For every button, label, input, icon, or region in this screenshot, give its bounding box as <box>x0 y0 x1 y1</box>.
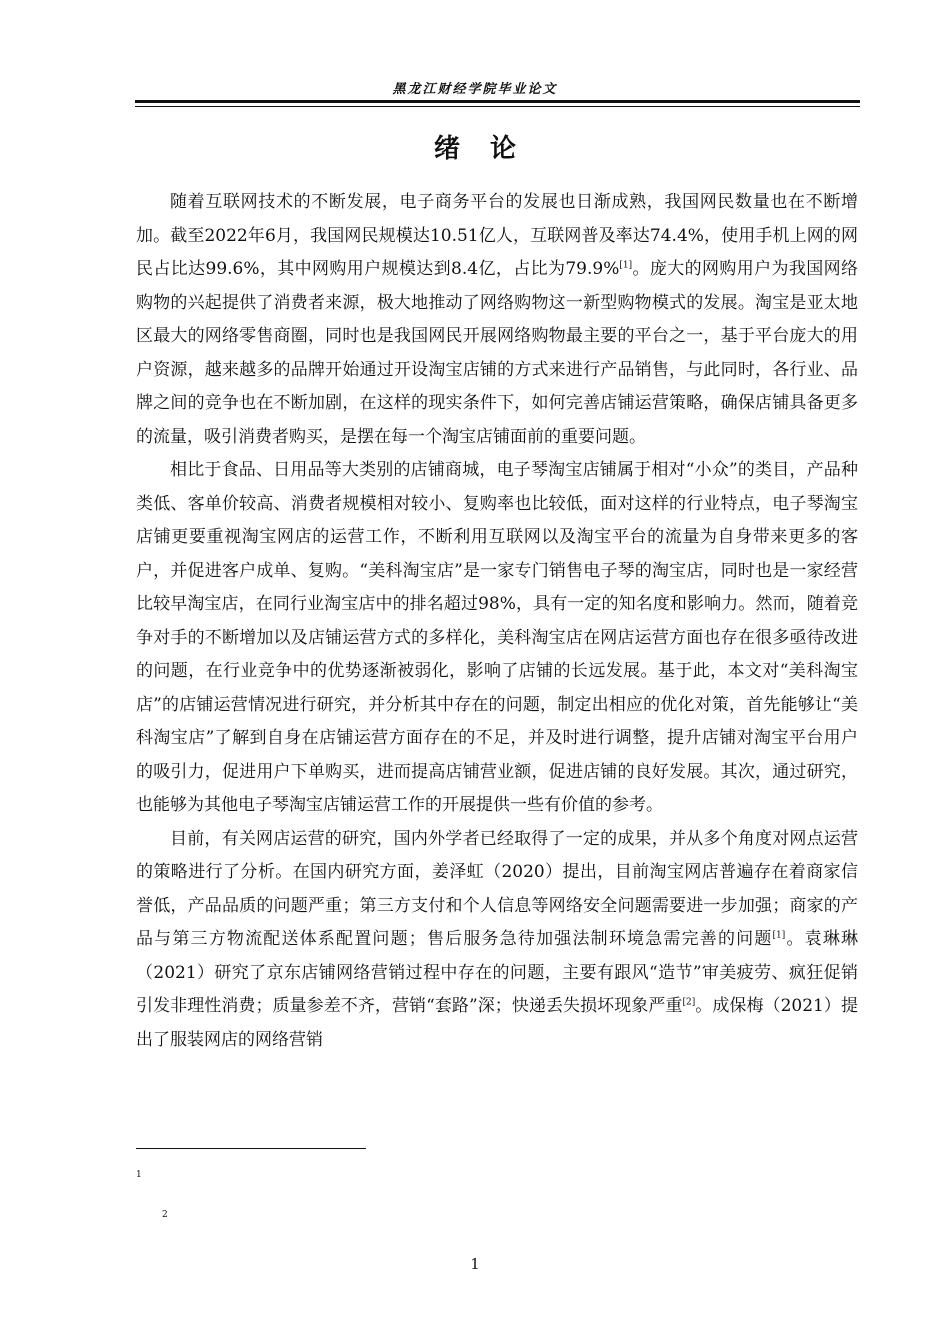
paragraph-3-text: 目前，有关网店运营的研究，国内外学者已经取得了一定的成果，并从多个角度对网点运营的策略进行了分析。在国内研究方面，姜泽虹（2020）提出，目前淘宝网店普遍存在着商家信誉低，产品品质的问题严重；第三方支付和个人信息等网络安全问题需要进一步加强；商家的产品与第三方物流配送体系配置问题；售后服务急待加强法制环境急需完善的问题 <box>136 828 858 949</box>
paragraph-1-text-cont: 。庞大的网购用户为我国网络购物的兴起提供了消费者来源，极大地推动了网络购物这一新型购物模式的发展。淘宝是亚太地区最大的网络零售商圈，同时也是我国网民开展网络购物最主要的平台之一，基于平台庞大的用户资源，越来越多的品牌开始通过开设淘宝店铺的方式来进行产品销售，与此同时，各行业、品牌之间的竞争也在不断加剧，在这样的现实条件下，如何完善店铺运营策略，确保店铺具备更多的流量，吸引消费者购买，是摆在每一个淘宝店铺面前的重要问题。 <box>136 259 858 447</box>
footnote-separator <box>136 1148 366 1149</box>
paragraph-3-text-mid: 。袁琳琳（2021）研究了京东店铺网络营销过程中存在的问题，主要有跟风“造节”审美疲劳、疯狂促销引发非理性消费；质量参差不齐，营销“套路”深；快递丢失损坏现象严重 <box>136 929 859 1016</box>
citation-ref: [2] <box>682 997 696 1008</box>
citation-ref: [1] <box>619 260 633 271</box>
paragraph-1 <box>136 186 858 454</box>
running-header: 黑龙江财经学院毕业论文 <box>392 82 558 97</box>
body-text <box>136 186 858 1057</box>
page-number: 1 <box>470 1255 480 1273</box>
footnote-2-marker: 2 <box>162 1210 168 1220</box>
paragraph-2-text: 相比于食品、日用品等大类别的店铺商城，电子琴淘宝店铺属于相对“小众”的类目，产品种类低、客单价较高、消费者规模相对较小、复购率也比较低，面对这样的行业特点，电子琴淘宝店铺更要重视淘宝网店的运营工作，不断利用互联网以及淘宝平台的流量为自身带来更多的客户，并促进客户成单、复购。“美科淘宝店”是一家专门销售电子琴的淘宝店，同时也是一家经营比较早淘宝店，在同行业淘宝店中的排名超过98%，具有一定的知名度和影响力。然而，随着竞争对手的不断增加以及店铺运营方式的多样化，美科淘宝店在网店运营方面也存在很多亟待改进的问题，在行业竞争中的优势逐渐被弱化，影响了店铺的长远发展。基于此，本文对“美科淘宝店”的店铺运营情况进行研究，并分析其中存在的问题，制定出相应的优化对策，首先能够让“美科淘宝店”了解到自身在店铺运营方面存在的不足，并及时进行调整，提升店铺对淘宝平台用户的吸引力，促进用户下单购买，进而提高店铺营业额，促进店铺的良好发展。其次，通过研究，也能够为其他电子琴淘宝店铺运营工作的开展提供一些有价值的参考。 <box>136 460 858 815</box>
header-rule-thin <box>135 106 860 107</box>
footnote-1-marker: 1 <box>136 1170 142 1180</box>
citation-ref: [1] <box>772 930 786 941</box>
chapter-title: 绪论 <box>433 134 546 164</box>
paragraph-1-text: 随着互联网技术的不断发展，电子商务平台的发展也日渐成熟，我国网民数量也在不断增加。截至2022年6月，我国网民规模达10.51亿人，互联网普及率达74.4%，使用手机上网的网民占比达99.6%，其中网购用户规模达到8.4亿，占比为79.9% <box>136 192 858 279</box>
paragraph-3-text-cont: 。成保梅（2021）提出了服装网店的网络营销 <box>136 996 858 1050</box>
paragraph-2 <box>136 454 858 823</box>
paragraph-3 <box>136 823 858 1058</box>
header-rule-thick <box>135 100 860 103</box>
